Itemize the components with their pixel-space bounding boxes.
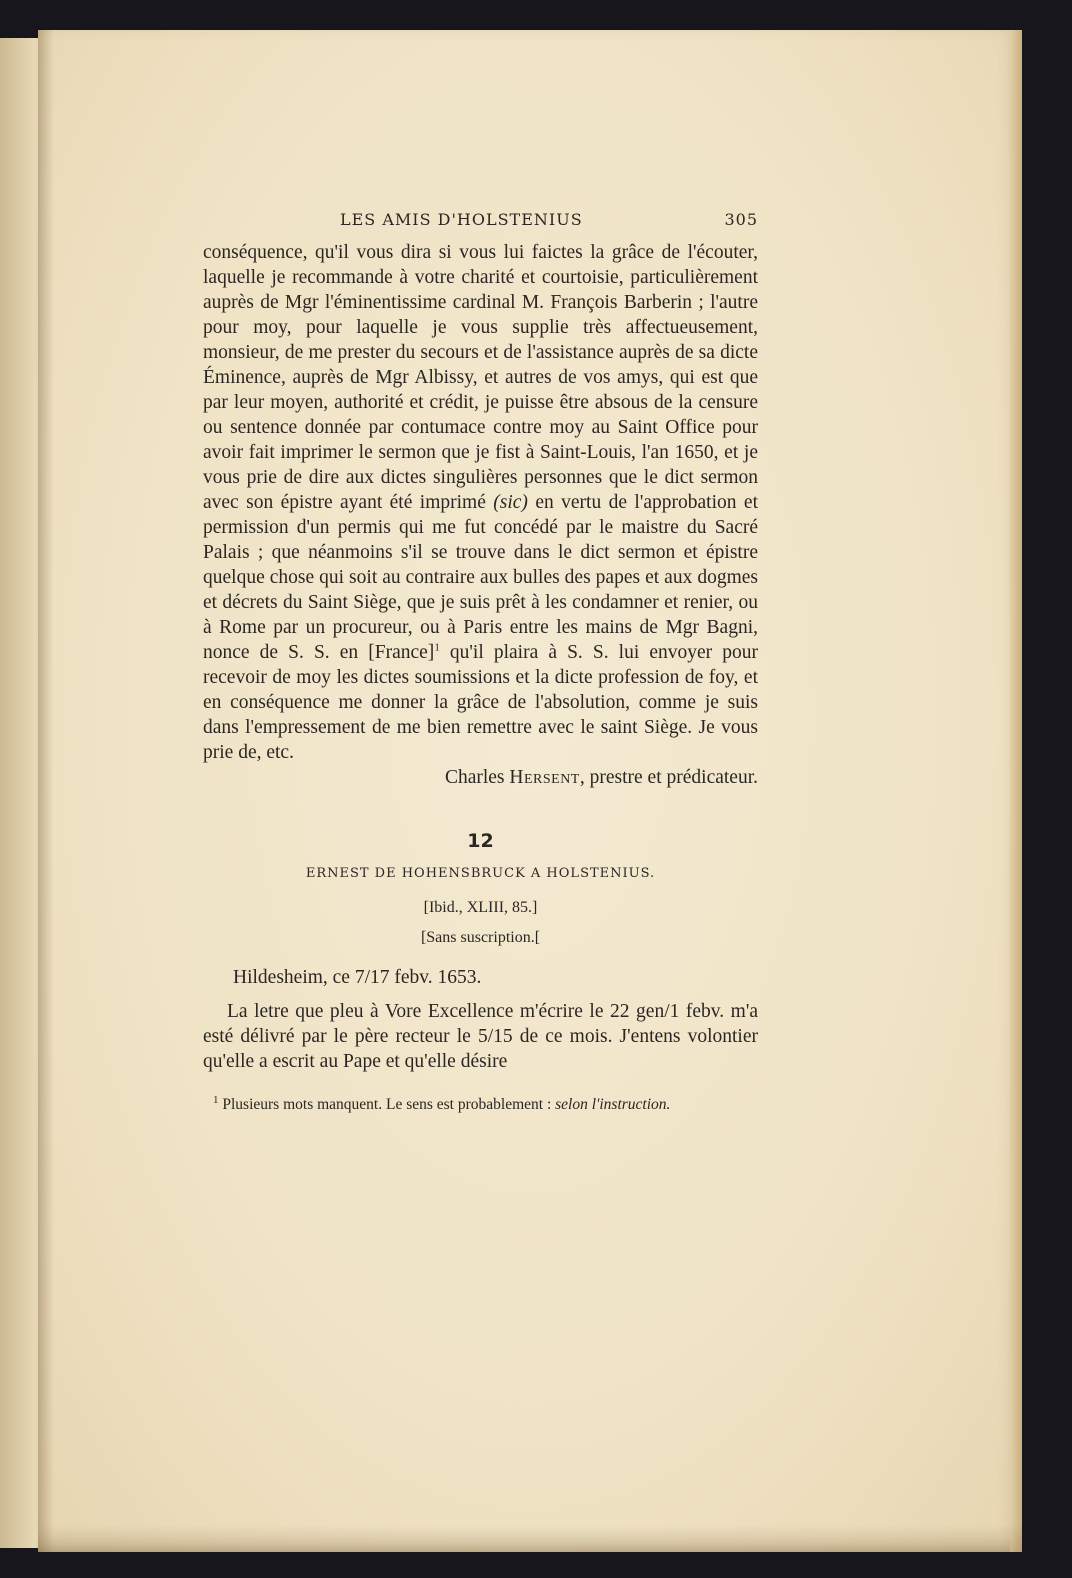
page-bottom-shade (38, 1524, 1022, 1552)
letter-number: 12 (467, 830, 494, 852)
running-header (203, 210, 758, 240)
footnote-reference: 1 (434, 641, 440, 654)
signature-surname: Hersent (509, 767, 580, 788)
sic-marker: (sic) (493, 492, 528, 513)
footnote-italic: selon l'instruction. (555, 1096, 671, 1113)
footnote (203, 1094, 758, 1116)
signature (203, 765, 758, 790)
suscription-note: [Sans suscription.[ (420, 929, 541, 946)
gutter-shadow (38, 30, 54, 1552)
page-number: 305 (724, 210, 758, 229)
signature-first-name: Charles (444, 767, 505, 788)
book-page (38, 30, 1022, 1552)
letter-text-part3: qu'il plaira à S. S. lui envoyer pour recevoir de moy les dictes soumissions et la dicte profession de foy, et en conséquence me donner la grâce de l'absolution, comme je suis dans l'empressement de me bien remettre avec le saint Siège. Je vous prie de, etc. (203, 642, 758, 763)
letter-heading: ERNEST DE HOHENSBRUCK A HOLSTENIUS. (305, 866, 656, 881)
signature-title: , prestre et prédicateur. (579, 767, 758, 788)
dateline: Hildesheim, ce 7/17 febv. 1653. (233, 967, 482, 988)
letter-text-part2: en vertu de l'approbation et permission d'un permis qui me fut concédé par le maistre du Sacré Palais ; que néanmoins s'il se trouve dans le dict sermon et épistre quelque chose qui soit au contraire aux bulles des papes et aux dogmes et décrets du Saint Siège, que je suis prêt à les condamner et renier, ou à Rome par un procureur, ou à Paris entre les mains de Mgr Bagni, nonce de S. S. en [France] (203, 492, 758, 663)
letter-body (203, 240, 758, 765)
page-content (203, 210, 758, 1116)
letter-text-part1: conséquence, qu'il vous dira si vous lui faictes la grâce de l'écouter, laquelle je recommande à votre charité et courtoisie, particulièrement auprès de Mgr l'éminentissime cardinal M. François Barberin ; l'autre pour moy, pour laquelle je vous supplie très affectueusement, monsieur, de me prester du secours et de l'assistance auprès de sa dicte Éminence, auprès de Mgr Albissy, et autres de vos amys, qui est que par leur moyen, authorité et crédit, je puisse être absous de la censure ou sentence donnée par contumace contre moy au Saint Office pour avoir fait imprimer le sermon que je fist à Saint-Louis, l'an 1650, et je vous prie de dire aux dictes singulières personnes que le dict sermon avec son épistre ayant été imprimé (203, 242, 758, 513)
running-title: LES AMIS D'HOLSTENIUS (340, 210, 583, 229)
footnote-text: Plusieurs mots manquent. Le sens est probablement : (218, 1096, 556, 1113)
footnote-mark: 1 (213, 1093, 219, 1106)
letter12-body: La letre que pleu à Vore Excellence m'écrire le 22 gen/1 febv. m'a esté délivré par le père recteur le 5/15 de ce mois. J'entens volontier qu'elle a escrit au Pape et qu'elle désire (203, 1001, 758, 1072)
page-edge (1010, 30, 1022, 1552)
letter-paragraph (203, 240, 758, 765)
source-reference: [Ibid., XLIII, 85.] (423, 899, 538, 916)
